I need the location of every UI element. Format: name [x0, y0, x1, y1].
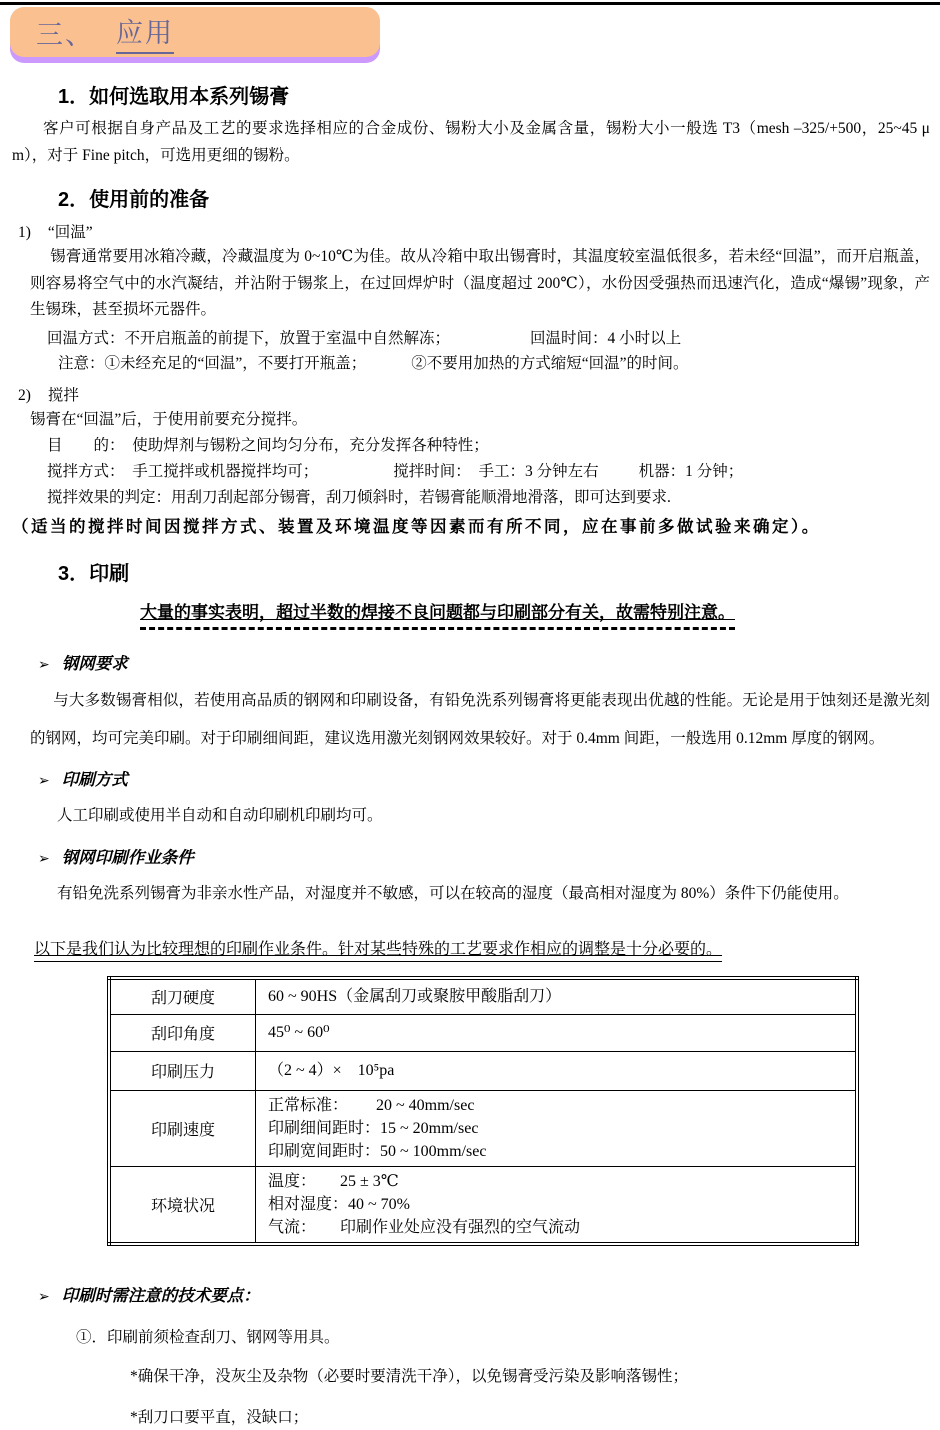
table-cell-line: 相对湿度：40 ~ 70%	[268, 1195, 410, 1213]
table-cell-line: 温度： 25 ± 3℃	[268, 1172, 399, 1190]
heading-preparation: 2．使用前的准备	[58, 189, 210, 211]
row-value	[256, 1014, 858, 1051]
rewarm-method-text: 回温方式：不开启瓶盖的前提下，放置于室温中自然解冻；	[47, 329, 451, 347]
tip-item-check-tools: ①．印刷前须检查刮刀、钢网等用具。	[76, 1328, 340, 1346]
rewarm-note-2: ②不要用加热的方式缩短“回温”的时间。	[411, 354, 689, 372]
stir-time-text: 搅拌时间： 手工：3 分钟左右	[393, 462, 599, 480]
bullet-title-tips: 印刷时需注意的技术要点：	[61, 1286, 260, 1305]
table-cell-line: （2 ~ 4）× 10⁵pa	[268, 1062, 395, 1079]
table-cell-line: 印刷宽间距时：50 ~ 100mm/sec	[268, 1142, 487, 1160]
row-label-print-pressure: 印刷压力	[109, 1051, 256, 1090]
bullet-title-method: 印刷方式	[61, 770, 128, 789]
paragraph-print-method: 人工印刷或使用半自动和自动印刷机印刷均可。	[57, 806, 383, 824]
row-label-print-speed: 印刷速度	[109, 1090, 256, 1166]
stir-intro-text: 锡膏在“回温”后，于使用前要充分搅拌。	[30, 410, 308, 428]
print-conditions-table	[107, 976, 859, 1246]
list-item-stir	[12, 383, 930, 405]
heading-printing: 3．印刷	[58, 562, 130, 585]
paragraph-rewarm: 锡膏通常要用冰箱冷藏，冷藏温度为 0~10℃为佳。故从冷箱中取出锡膏时，其温度较室温低很多，若未经“回温”，而开启瓶盖，则容易将空气中的水汽凝结，并沾附于锡浆上，在过回焊炉时（温度超过 200℃），水份因受强热而迅速汽化，造成“爆锡”现象，产生锡珠，甚至损坏元器件。	[30, 248, 930, 318]
tip-sub-blade-edge: *刮刀口要平直，没缺口；	[130, 1408, 309, 1426]
row-value	[256, 1090, 858, 1166]
table-cell-line: 45⁰ ~ 60⁰	[268, 1024, 330, 1041]
line-stir-purpose	[47, 434, 930, 457]
stir-caution-line: （适当的搅拌时间因搅拌方式、装置及环境温度等因素而有所不同，应在事前多做试验来确定）。	[12, 517, 821, 536]
ideal-conditions-text: 以下是我们认为比较理想的印刷作业条件。针对某些特殊的工艺要求作相应的调整是十分必要的。	[34, 936, 722, 962]
paragraph-stencil: 与大多数锡膏相似，若使用高品质的钢网和印刷设备，有铅免洗系列锡膏将更能表现出优越的性能。无论是用于蚀刻还是激光刻的钢网，均可完美印刷。对于印刷细间距，建议选用激光刻钢网效果较好。对于 0.4mm 间距，一般选用 0.12mm 厚度的钢网。	[30, 691, 930, 747]
line-rewarm-method	[47, 327, 930, 350]
rewarm-time-text: 回温时间：4 小时以上	[530, 329, 682, 347]
list-title-rewarm: “回温”	[47, 224, 93, 241]
tip-sub-clean: *确保干净，没灰尘及杂物（必要时要清洗干净），以免锡膏受污染及影响落锡性；	[130, 1367, 689, 1385]
bullet-title-conditions: 钢网印刷作业条件	[61, 848, 194, 867]
bullet-title-stencil: 钢网要求	[61, 654, 128, 673]
row-value	[256, 978, 858, 1015]
stir-machine-text: 机器：1 分钟；	[638, 462, 744, 480]
row-label-environment: 环境状况	[109, 1166, 256, 1244]
arrow-bullet-icon: ➢	[38, 772, 50, 789]
stir-purpose-text: 目 的： 使助焊剂与锡粉之间均匀分布，充分发挥各种特性；	[47, 436, 489, 454]
line-rewarm-note	[58, 352, 930, 375]
line-stir-judge	[47, 486, 930, 509]
ideal-conditions-line	[12, 936, 930, 962]
table-row	[109, 1166, 857, 1244]
row-label-blade-hardness: 刮刀硬度	[109, 978, 256, 1015]
line-stir-method	[47, 460, 930, 483]
row-value	[256, 1051, 858, 1090]
table-row	[109, 1051, 857, 1090]
printing-notice-line	[12, 598, 930, 630]
stir-judge-text: 搅拌效果的判定：用刮刀刮起部分锡膏，刮刀倾斜时，若锡膏能顺滑地滑落，即可达到要求.	[47, 488, 671, 506]
arrow-bullet-icon: ➢	[38, 1288, 50, 1305]
stir-method-text: 搅拌方式： 手工搅拌或机器搅拌均可；	[47, 462, 319, 480]
paragraph-select-paste: 客户可根据自身产品及工艺的要求选择相应的合金成份、锡粉大小及金属含量，锡粉大小一般选 T3（mesh –325/+500，25~45 μ m），对于 Fine pitch，可选用更细的锡粉。	[12, 120, 930, 164]
arrow-bullet-icon: ➢	[38, 656, 50, 673]
list-item-rewarm	[12, 220, 930, 242]
paragraph-conditions: 有铅免洗系列锡膏为非亲水性产品，对湿度并不敏感，可以在较高的湿度（最高相对湿度为 80%）条件下仍能使用。	[57, 884, 849, 902]
bullet-print-method	[12, 766, 930, 790]
table-row	[109, 1090, 857, 1166]
table-cell-line: 60 ~ 90HS（金属刮刀或聚胺甲酸脂刮刀）	[268, 988, 562, 1005]
table-cell-line: 印刷细间距时：15 ~ 20mm/sec	[268, 1119, 479, 1137]
bullet-stencil-conditions	[12, 844, 930, 868]
list-number: 2)	[18, 386, 31, 404]
heading-select-paste: 1．如何选取用本系列锡膏	[58, 86, 290, 108]
list-number: 1)	[18, 224, 31, 241]
list-title-stir: 搅拌	[47, 386, 79, 404]
bullet-stencil-requirement	[12, 650, 930, 674]
bullet-print-tips	[12, 1282, 930, 1306]
line-stir-intro	[30, 408, 930, 431]
printing-notice-text: 大量的事实表明，超过半数的焊接不良问题都与印刷部分有关，故需特别注意。	[140, 598, 735, 630]
table-cell-line: 气流： 印刷作业处应没有强烈的空气流动	[268, 1218, 581, 1236]
table-row	[109, 978, 857, 1015]
table-row	[109, 1014, 857, 1051]
table-cell-line: 正常标准： 20 ~ 40mm/sec	[268, 1096, 475, 1114]
arrow-bullet-icon: ➢	[38, 850, 50, 867]
row-label-print-angle: 刮印角度	[109, 1014, 256, 1051]
banner-title: 应用	[116, 11, 174, 54]
banner-number: 三、	[36, 19, 94, 50]
rewarm-note-1: 注意：①未经充足的“回温”，不要打开瓶盖；	[58, 354, 367, 372]
row-value	[256, 1166, 858, 1244]
